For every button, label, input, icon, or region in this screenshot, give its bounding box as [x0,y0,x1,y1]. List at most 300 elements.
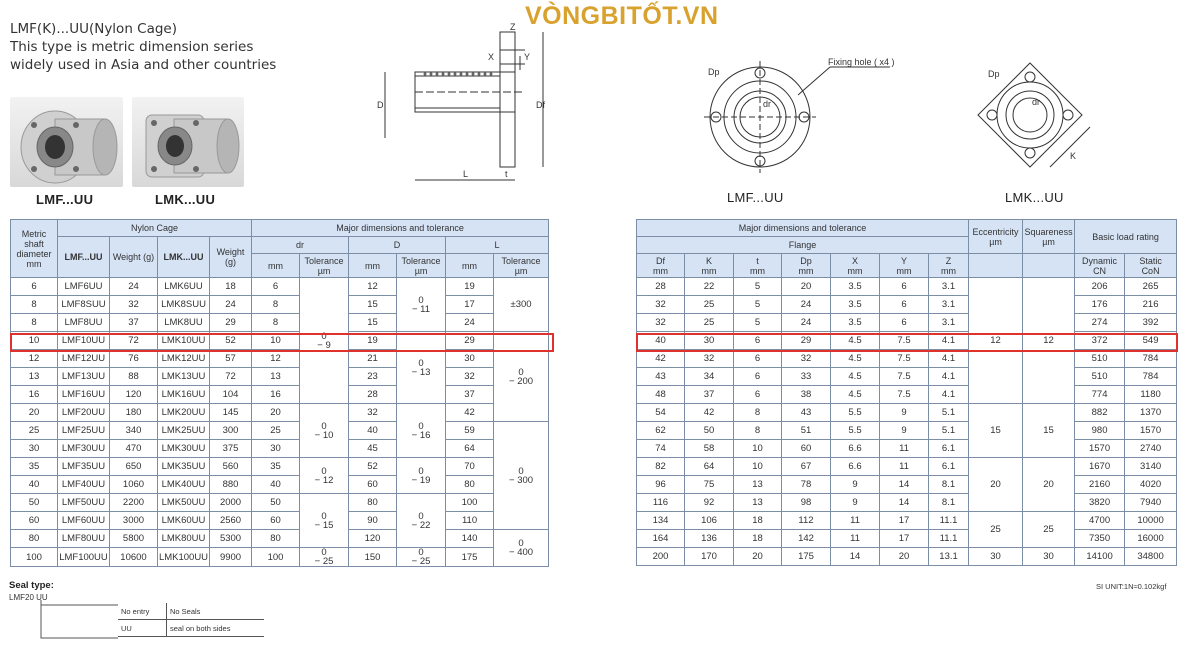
lmk-weight-cell: 24 [210,296,252,314]
D-tolerance-cell-lower: − 19 [411,474,431,486]
lmk-model-cell: LMK25UU [158,422,210,440]
lmk-model-cell: LMK20UU [158,404,210,422]
table-row [637,296,1177,314]
t-cell: 6 [734,368,782,386]
header-dr: dr [252,237,349,254]
lmf-weight-cell: 340 [110,422,158,440]
static-load-cell: 784 [1125,368,1177,386]
dr-mm-cell: 40 [252,476,300,494]
dr-mm-cell: 10 [252,332,300,350]
D-mm-cell: 150 [349,548,397,567]
df-cell: 28 [637,278,685,296]
x-cell: 3.5 [831,314,880,332]
L-tolerance-cell [494,530,549,567]
D-tolerance-cell [397,548,446,567]
L-mm-cell: 110 [446,512,494,530]
dynamic-load-cell: 774 [1075,386,1125,404]
shaft-diameter-cell: 35 [11,458,58,476]
static-load-cell: 1370 [1125,404,1177,422]
D-tolerance-cell [397,458,446,494]
dr-mm-cell: 100 [252,548,300,567]
L-mm-cell: 29 [446,332,494,350]
k-cell: 34 [685,368,734,386]
dp-cell: 175 [782,548,831,566]
z-cell: 3.1 [929,314,969,332]
D-tolerance-cell-upper: 0 [418,420,424,432]
header-eccentricity: Eccentricity µm [969,220,1023,254]
y-cell: 9 [880,422,929,440]
header-flange-col [734,254,782,278]
table-row [637,476,1177,494]
table-row [11,296,549,314]
dynamic-load-cell: 14100 [1075,548,1125,566]
table-row [11,314,549,332]
x-cell: 6.6 [831,458,880,476]
lmk-weight-cell: 29 [210,314,252,332]
lmf-weight-cell: 32 [110,296,158,314]
header-static [1125,254,1177,278]
shaft-diameter-cell: 100 [11,548,58,567]
shaft-diameter-cell: 20 [11,404,58,422]
side-view-drawing [375,20,555,190]
dynamic-load-cell: 372 [1075,332,1125,350]
y-cell: 14 [880,494,929,512]
z-cell: 4.1 [929,368,969,386]
table-row [11,548,549,567]
dp-cell: 43 [782,404,831,422]
L-tolerance-cell-lower: − 300 [509,474,534,486]
L-mm-cell: 175 [446,548,494,567]
dp-cell: 24 [782,314,831,332]
shaft-diameter-cell: 25 [11,422,58,440]
t-cell: 6 [734,350,782,368]
header-D-tol: Tolerance µm [397,254,446,278]
table-row [637,548,1177,566]
dr-mm-cell: 35 [252,458,300,476]
x-cell: 5.5 [831,404,880,422]
dr-mm-cell: 30 [252,440,300,458]
header-squareness: Squareness µm [1023,220,1075,254]
x-cell: 9 [831,476,880,494]
dynamic-load-cell: 4700 [1075,512,1125,530]
lmk-weight-cell: 560 [210,458,252,476]
header-dr-tol: Tolerance µm [300,254,349,278]
lmk-model-cell: LMK60UU [158,512,210,530]
D-tolerance-cell [397,494,446,548]
y-cell: 6 [880,278,929,296]
t-cell: 13 [734,476,782,494]
D-mm-cell: 120 [349,530,397,548]
static-load-cell: 4020 [1125,476,1177,494]
header-col-unit: mm [653,265,668,276]
z-cell: 8.1 [929,494,969,512]
table-row [11,368,549,386]
dp-cell: 32 [782,350,831,368]
static-load-cell: 16000 [1125,530,1177,548]
header-load-label: Dynamic [1082,255,1118,266]
table-row [11,458,549,476]
static-load-cell: 784 [1125,350,1177,368]
static-load-cell: 216 [1125,296,1177,314]
header-col-unit: mm [941,265,957,276]
title-line-2: This type is metric dimension series [10,39,254,55]
k-cell: 92 [685,494,734,512]
dp-cell: 24 [782,296,831,314]
z-cell: 5.1 [929,404,969,422]
lmk-model-cell: LMK13UU [158,368,210,386]
L-tolerance-cell [494,278,549,332]
lmk-weight-cell: 375 [210,440,252,458]
seal-option-row [118,620,264,637]
dynamic-load-cell: 1570 [1075,440,1125,458]
label-t: t [505,169,508,179]
dr-tolerance-cell-upper: 0 [321,547,327,558]
squareness-cell: 12 [1023,278,1075,404]
dr-mm-cell: 20 [252,404,300,422]
L-mm-cell: 59 [446,422,494,440]
D-mm-cell: 19 [349,332,397,350]
k-cell: 136 [685,530,734,548]
z-cell: 5.1 [929,422,969,440]
dr-tolerance-cell-upper: 0 [321,510,327,522]
L-mm-cell: 17 [446,296,494,314]
dp-cell: 51 [782,422,831,440]
D-mm-cell: 15 [349,296,397,314]
z-cell: 4.1 [929,386,969,404]
z-cell: 4.1 [929,350,969,368]
L-tolerance-cell-lower: − 400 [509,547,534,558]
lmf-bearing-illustration [10,97,123,187]
D-mm-cell: 15 [349,314,397,332]
eccentricity-cell: 15 [969,404,1023,458]
header-eccentricity-sub [969,254,1023,278]
dr-mm-cell: 13 [252,368,300,386]
header-col-symbol: Y [900,255,907,266]
L-mm-cell: 80 [446,476,494,494]
seal-connector-lines [38,600,120,642]
static-load-cell: 265 [1125,278,1177,296]
lmk-model-cell: LMK8SUU [158,296,210,314]
table-row [637,512,1177,530]
y-cell: 20 [880,548,929,566]
t-cell: 5 [734,296,782,314]
lmk-model-cell: LMK40UU [158,476,210,494]
lmk-model-cell: LMK100UU [158,548,210,567]
z-cell: 4.1 [929,332,969,350]
dr-tolerance-cell [300,404,349,458]
label-dp-lmk: Dp [988,69,1000,79]
df-cell: 62 [637,422,685,440]
lmf-weight-cell: 5800 [110,530,158,548]
D-mm-cell: 52 [349,458,397,476]
header-dr-mm: mm [252,254,300,278]
header-squareness-sub [1023,254,1075,278]
dp-cell: 78 [782,476,831,494]
lmk-weight-cell: 72 [210,368,252,386]
dynamic-load-cell: 980 [1075,422,1125,440]
k-cell: 25 [685,314,734,332]
lmk-front-drawing [970,55,1110,185]
lmk-model-cell: LMK50UU [158,494,210,512]
header-col-unit: mm [750,265,765,276]
y-cell: 7.5 [880,332,929,350]
dp-cell: 33 [782,368,831,386]
header-basic-load: Basic load rating [1075,220,1177,254]
L-mm-cell: 64 [446,440,494,458]
dp-cell: 142 [782,530,831,548]
lmk-weight-cell: 104 [210,386,252,404]
lmk-drawing-caption: LMK...UU [1005,190,1064,205]
dynamic-load-cell: 206 [1075,278,1125,296]
dr-mm-cell: 16 [252,386,300,404]
L-mm-cell: 24 [446,314,494,332]
t-cell: 20 [734,548,782,566]
lmf-model-cell: LMF40UU [58,476,110,494]
dp-cell: 112 [782,512,831,530]
shaft-diameter-cell: 12 [11,350,58,368]
dr-mm-cell: 8 [252,296,300,314]
dr-tolerance-cell-upper: 0 [321,420,327,432]
label-x: X [488,52,495,62]
header-D: D [349,237,446,254]
header-weight-2: Weight (g) [210,237,252,278]
shaft-diameter-cell: 60 [11,512,58,530]
df-cell: 54 [637,404,685,422]
header-col-symbol: t [756,255,759,266]
watermark-logo: VÒNGBITỐT.VN [525,2,719,30]
header-col-unit: mm [847,265,863,276]
header-load-unit: CoN [1141,265,1160,276]
static-load-cell: 392 [1125,314,1177,332]
x-cell: 4.5 [831,350,880,368]
t-cell: 18 [734,530,782,548]
lmk-bearing-illustration [132,97,244,187]
D-mm-cell: 45 [349,440,397,458]
lmf-model-cell: LMF13UU [58,368,110,386]
label-dr-lmk: dr [1032,97,1041,107]
dp-cell: 38 [782,386,831,404]
D-mm-cell: 80 [349,494,397,512]
dr-mm-cell: 50 [252,494,300,512]
shaft-diameter-cell: 40 [11,476,58,494]
y-cell: 11 [880,440,929,458]
header-col-symbol: K [705,255,712,266]
label-fixing-hole: Fixing hole ( x4 ) [828,57,895,67]
lmk-product-photo [132,97,244,187]
dynamic-load-cell: 7350 [1075,530,1125,548]
lmf-model-cell: LMF16UU [58,386,110,404]
lmf-model-cell: LMF100UU [58,548,110,567]
dynamic-load-cell: 882 [1075,404,1125,422]
header-flange-col [880,254,929,278]
lmf-model-cell: LMF10UU [58,332,110,350]
header-col-symbol: Z [945,255,952,266]
dynamic-load-cell: 510 [1075,350,1125,368]
table-row [637,530,1177,548]
lmk-model-cell: LMK80UU [158,530,210,548]
lmf-caption: LMF...UU [36,192,94,207]
static-load-cell: 1570 [1125,422,1177,440]
D-tolerance-cell [397,332,446,404]
D-tolerance-cell-upper: 0 [418,357,424,369]
seal-type-code: LMF20 UU [9,593,48,602]
y-cell: 6 [880,314,929,332]
lmf-model-cell: LMF6UU [58,278,110,296]
table-row [11,278,549,296]
label-k: K [1070,151,1077,161]
df-cell: 134 [637,512,685,530]
t-cell: 10 [734,458,782,476]
df-cell: 74 [637,440,685,458]
header-col-unit: mm [798,265,814,276]
lmf-weight-cell: 3000 [110,512,158,530]
L-tolerance-cell-upper: 0 [518,465,524,477]
shaft-diameter-cell: 6 [11,278,58,296]
lmk-weight-cell: 5300 [210,530,252,548]
dynamic-load-cell: 1670 [1075,458,1125,476]
x-cell: 11 [831,530,880,548]
x-cell: 9 [831,494,880,512]
static-load-cell: 1180 [1125,386,1177,404]
static-load-cell: 549 [1125,332,1177,350]
header-L: L [446,237,549,254]
D-tolerance-cell-lower: − 25 [411,556,431,567]
squareness-cell: 15 [1023,404,1075,458]
L-mm-cell: 42 [446,404,494,422]
L-tolerance-cell [494,422,549,530]
lmf-model-cell: LMF12UU [58,350,110,368]
static-load-cell: 3140 [1125,458,1177,476]
dr-tolerance-cell-upper: 0 [321,330,327,342]
header-col-unit: mm [701,265,717,276]
lmf-weight-cell: 24 [110,278,158,296]
L-tolerance-cell-upper: 0 [518,366,524,378]
lmk-weight-cell: 2000 [210,494,252,512]
dr-tolerance-cell-lower: − 12 [314,474,334,486]
static-load-cell: 2740 [1125,440,1177,458]
y-cell: 6 [880,296,929,314]
shaft-diameter-cell: 80 [11,530,58,548]
x-cell: 4.5 [831,332,880,350]
dr-mm-cell: 80 [252,530,300,548]
header-L-tol: Tolerance µm [494,254,549,278]
D-mm-cell: 23 [349,368,397,386]
lmk-weight-cell: 9900 [210,548,252,567]
D-tolerance-cell-lower: − 11 [412,303,431,315]
lmk-model-cell: LMK6UU [158,278,210,296]
table-row [11,332,549,350]
lmk-model-cell: LMK10UU [158,332,210,350]
y-cell: 7.5 [880,368,929,386]
dr-tolerance-cell [300,458,349,494]
static-load-cell: 34800 [1125,548,1177,566]
lmf-model-cell: LMF8SUU [58,296,110,314]
D-mm-cell: 32 [349,404,397,422]
df-cell: 96 [637,476,685,494]
D-tolerance-cell-lower: − 22 [411,519,431,531]
D-mm-cell: 12 [349,278,397,296]
L-mm-cell: 100 [446,494,494,512]
eccentricity-cell: 12 [969,278,1023,404]
D-tolerance-cell-upper: 0 [418,510,424,522]
z-cell: 11.1 [929,512,969,530]
L-tolerance-cell-upper: ±300 [510,299,532,310]
squareness-cell: 30 [1023,548,1075,566]
k-cell: 32 [685,350,734,368]
D-mm-cell: 28 [349,386,397,404]
lmf-model-cell: LMF80UU [58,530,110,548]
header-flange-col [685,254,734,278]
lmk-weight-cell: 880 [210,476,252,494]
lmk-weight-cell: 57 [210,350,252,368]
D-mm-cell: 90 [349,512,397,530]
lmk-model-cell: LMK8UU [158,314,210,332]
seal-type-title: Seal type: [9,580,54,591]
t-cell: 13 [734,494,782,512]
header-weight: Weight (g) [110,237,158,278]
lmf-model-cell: LMF50UU [58,494,110,512]
table-row [637,368,1177,386]
y-cell: 9 [880,404,929,422]
dr-tolerance-cell [300,494,349,548]
L-tolerance-cell-lower: − 200 [509,375,534,387]
label-df: Df [536,100,545,110]
y-cell: 7.5 [880,350,929,368]
D-tolerance-cell-upper: 0 [418,294,424,306]
dr-mm-cell: 12 [252,350,300,368]
table-row [637,278,1177,296]
lmf-weight-cell: 37 [110,314,158,332]
dynamic-load-cell: 510 [1075,368,1125,386]
t-cell: 6 [734,332,782,350]
lmf-front-drawing [690,55,920,185]
seal-option-code: No entry [118,603,167,620]
lmf-weight-cell: 120 [110,386,158,404]
dp-cell: 60 [782,440,831,458]
eccentricity-cell: 30 [969,548,1023,566]
seal-option-code: UU [118,620,167,637]
title-line-3: widely used in Asia and other countries [10,57,277,73]
df-cell: 40 [637,332,685,350]
x-cell: 6.6 [831,440,880,458]
dynamic-load-cell: 176 [1075,296,1125,314]
k-cell: 58 [685,440,734,458]
dr-tolerance-cell-lower: − 9 [317,339,331,351]
lmf-weight-cell: 72 [110,332,158,350]
table-row [11,494,549,512]
label-z: Z [510,22,516,32]
df-cell: 32 [637,296,685,314]
lmk-weight-cell: 300 [210,422,252,440]
x-cell: 11 [831,512,880,530]
table-row [11,404,549,422]
k-cell: 50 [685,422,734,440]
z-cell: 3.1 [929,296,969,314]
t-cell: 5 [734,314,782,332]
lmk-model-cell: LMK35UU [158,458,210,476]
L-mm-cell: 19 [446,278,494,296]
L-mm-cell: 32 [446,368,494,386]
label-dp: Dp [708,67,720,77]
y-cell: 7.5 [880,386,929,404]
df-cell: 42 [637,350,685,368]
z-cell: 11.1 [929,530,969,548]
lmf-weight-cell: 88 [110,368,158,386]
D-tolerance-cell [397,278,446,332]
dp-cell: 67 [782,458,831,476]
t-cell: 18 [734,512,782,530]
header-nylon-cage: Nylon Cage [58,220,252,237]
